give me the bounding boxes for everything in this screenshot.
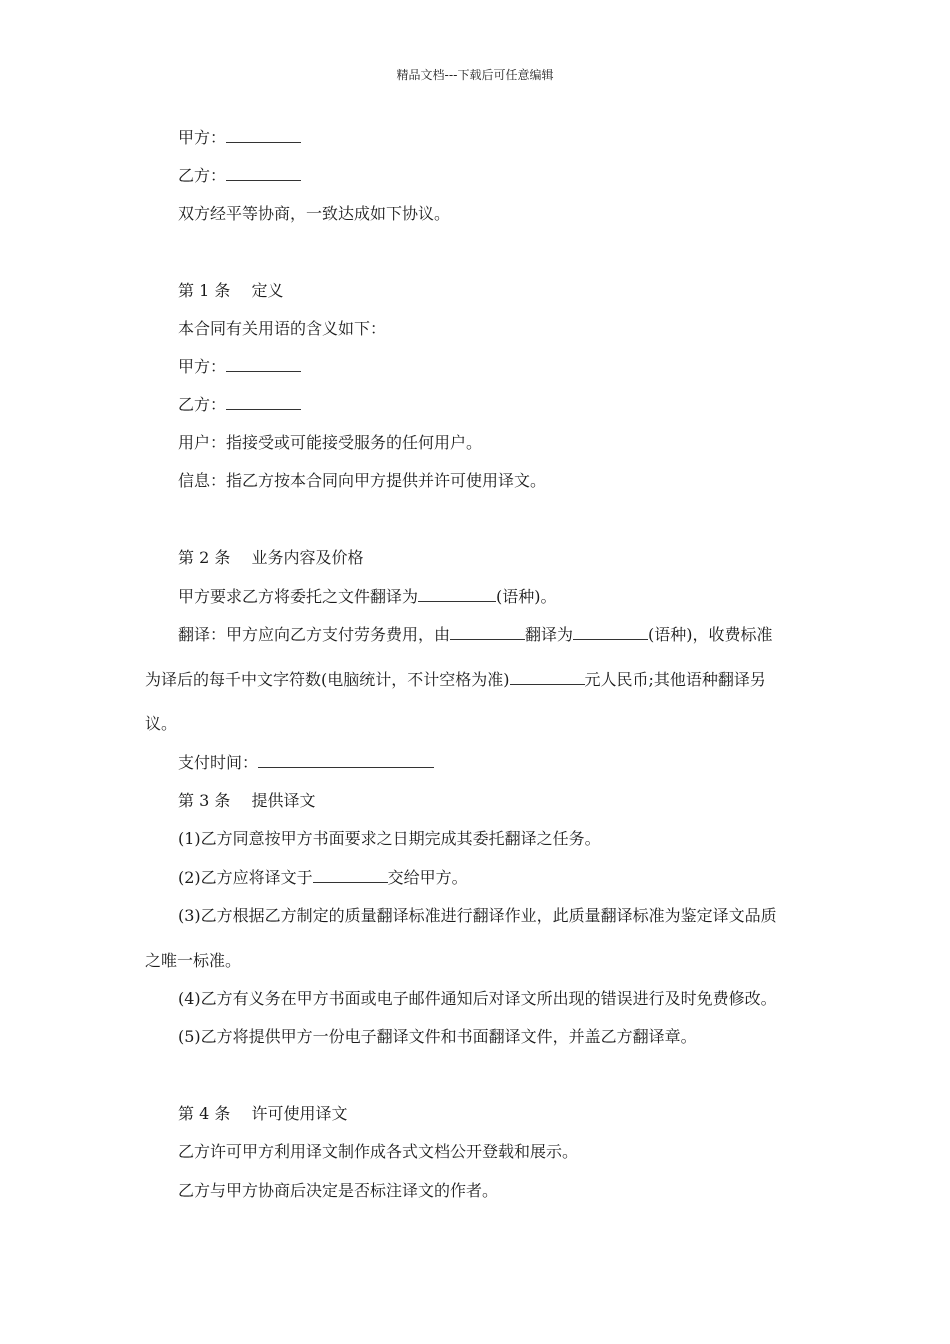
article2-pay-time-line bbox=[178, 753, 434, 773]
page-header: 精品文档---下载后可任意编辑 bbox=[396, 68, 554, 82]
article3-item2-post: 交给甲方。 bbox=[387, 868, 468, 887]
article1-party-a-blank bbox=[226, 357, 301, 372]
article2-trans-c: (语种)，收费标准 bbox=[648, 625, 773, 644]
article2-request-line bbox=[178, 587, 557, 607]
article2-trans2-b: 元人民币;其他语种翻译另 bbox=[584, 670, 766, 689]
article3-item1: (1)乙方同意按甲方书面要求之日期完成其委托翻译之任务。 bbox=[178, 829, 601, 848]
article2-trans-a: 翻译：甲方应向乙方支付劳务费用，由 bbox=[178, 625, 451, 644]
article2-translation-line1 bbox=[178, 625, 773, 645]
article2-trans-b: 翻译为 bbox=[525, 625, 574, 644]
article1-intro: 本合同有关用语的含义如下： bbox=[178, 319, 387, 338]
article4-title: 第 4 条 许可使用译文 bbox=[178, 1104, 348, 1123]
article3-item2-pre: (2)乙方应将译文于 bbox=[178, 868, 313, 887]
article1-party-b-blank bbox=[226, 395, 301, 410]
article1-party-b-label: 乙方： bbox=[178, 395, 227, 414]
article1-info-def: 信息：指乙方按本合同向甲方提供并许可使用译文。 bbox=[178, 471, 547, 490]
consensus-text: 双方经平等协商，一致达成如下协议。 bbox=[178, 204, 451, 223]
article3-title: 第 3 条 提供译文 bbox=[178, 791, 316, 810]
article3-date-blank bbox=[313, 868, 388, 883]
article3-item4: (4)乙方有义务在甲方书面或电子邮件通知后对译文所出现的错误进行及时免费修改。 bbox=[178, 989, 777, 1008]
article2-pay-time-blank bbox=[258, 753, 434, 768]
party-b-label: 乙方： bbox=[178, 166, 227, 185]
article1-user-def: 用户：指接受或可能接受服务的任何用户。 bbox=[178, 433, 483, 452]
article3-item2 bbox=[178, 868, 468, 888]
article2-translation-line3: 议。 bbox=[145, 714, 178, 733]
article2-target-blank bbox=[573, 625, 648, 640]
article2-language-blank bbox=[418, 587, 496, 602]
article1-party-a-line bbox=[178, 357, 301, 377]
party-b-line bbox=[178, 166, 301, 186]
article2-request-post: (语种)。 bbox=[496, 587, 557, 606]
party-a-label: 甲方： bbox=[178, 128, 227, 147]
article2-price-blank bbox=[510, 670, 585, 685]
article3-item5: (5)乙方将提供甲方一份电子翻译文件和书面翻译文件，并盖乙方翻译章。 bbox=[178, 1027, 697, 1046]
article2-translation-line2 bbox=[145, 670, 766, 690]
article2-source-blank bbox=[450, 625, 525, 640]
article4-line1: 乙方许可甲方利用译文制作成各式文档公开登载和展示。 bbox=[178, 1142, 579, 1161]
article3-item3-line1: (3)乙方根据乙方制定的质量翻译标准进行翻译作业，此质量翻译标准为鉴定译文品质 bbox=[178, 906, 777, 925]
article2-trans2-a: 为译后的每千中文字符数(电脑统计，不计空格为准) bbox=[145, 670, 510, 689]
article2-title: 第 2 条 业务内容及价格 bbox=[178, 548, 364, 567]
article2-pay-time-label: 支付时间： bbox=[178, 753, 259, 772]
article1-title: 第 1 条 定义 bbox=[178, 281, 284, 300]
article3-item3-line2: 之唯一标准。 bbox=[145, 951, 242, 970]
article1-party-b-line bbox=[178, 395, 301, 415]
article2-request-pre: 甲方要求乙方将委托之文件翻译为 bbox=[178, 587, 419, 606]
party-b-blank bbox=[226, 166, 301, 181]
party-a-blank bbox=[226, 128, 301, 143]
article1-party-a-label: 甲方： bbox=[178, 357, 227, 376]
party-a-line bbox=[178, 128, 301, 148]
article4-line2: 乙方与甲方协商后决定是否标注译文的作者。 bbox=[178, 1181, 499, 1200]
